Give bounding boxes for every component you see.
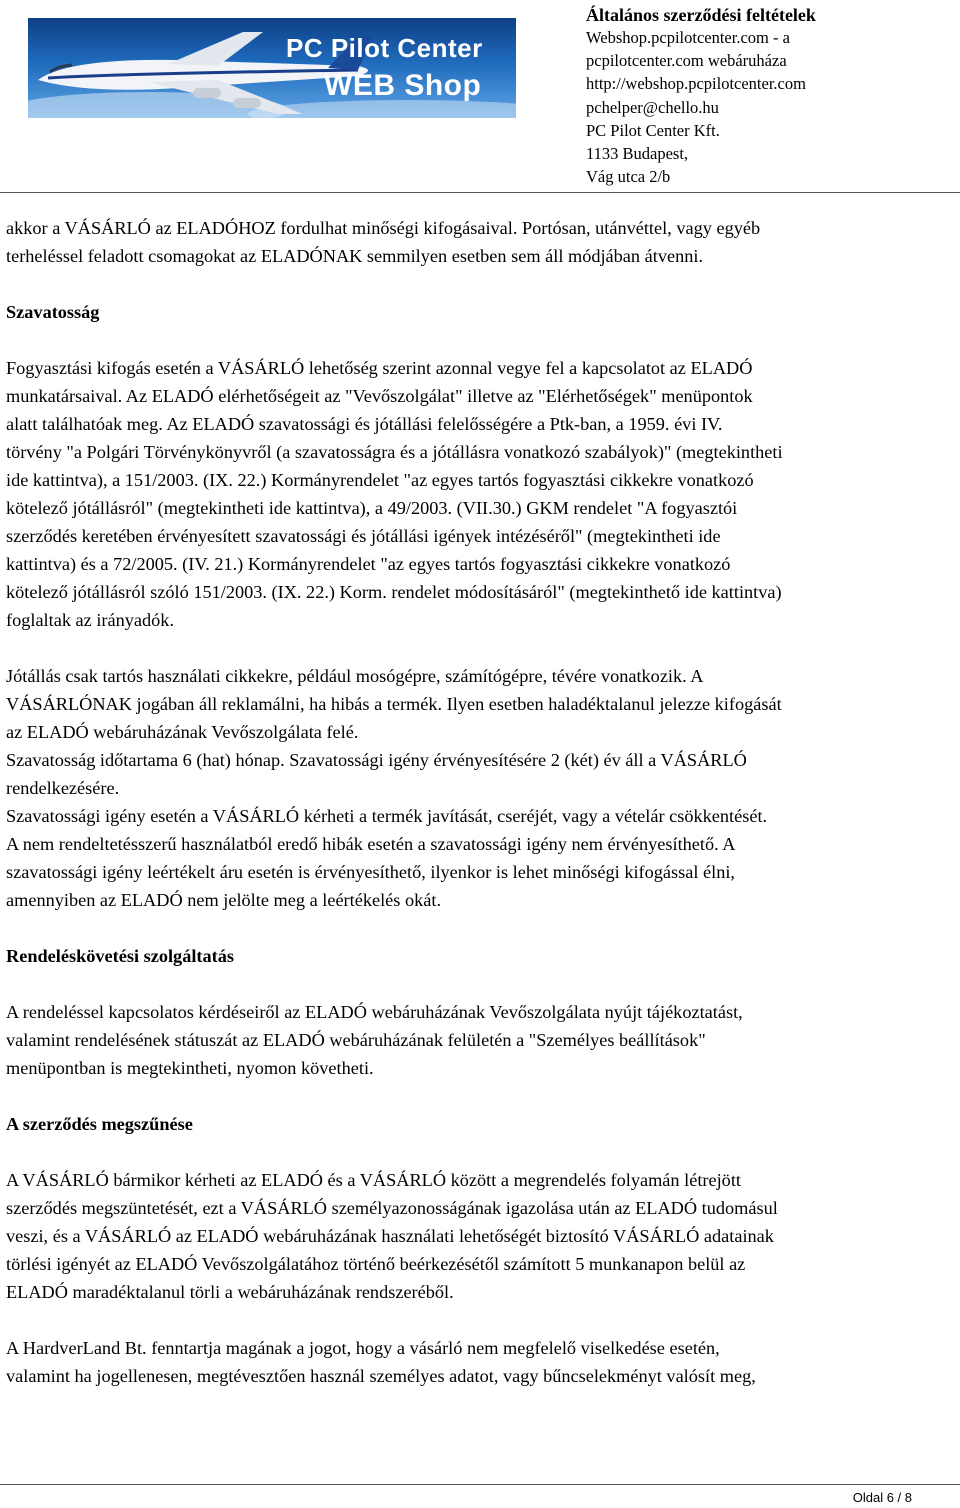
section-heading-megszunes: A szerződés megszűnése <box>6 1114 193 1134</box>
footer-divider <box>0 1484 960 1485</box>
header-divider <box>0 192 960 193</box>
site-logo <box>28 18 516 118</box>
header-info <box>586 4 816 188</box>
header-line: pcpilotcenter.com webáruháza <box>586 51 787 71</box>
page-number: Oldal 6 / 8 <box>852 1490 912 1505</box>
header-line: Vág utca 2/b <box>586 167 671 187</box>
paragraph: A HardverLand Bt. fenntartja magának a jogot, hogy a vásárló nem megfelelő viselkedése esetén, valamint ha jogellenesen, megtévesztően használ személyes adatot, vagy bűncselekményt valósít meg, <box>6 1338 756 1386</box>
section-heading-rendeleskovetes: Rendeléskövetési szolgáltatás <box>6 946 234 966</box>
document-title: Általános szerződési feltételek <box>586 5 816 25</box>
paragraph: A VÁSÁRLÓ bármikor kérheti az ELADÓ és a VÁSÁRLÓ között a megrendelés folyamán létrejött szerződés megszüntetését, ezt a VÁSÁRLÓ személyazonosságának igazolása után az ELADÓ tudomásul veszi, és a VÁSÁRLÓ az ELADÓ webáruházának használati lehetőségét biztosító VÁSÁRLÓ adatainak törlési igényét az ELADÓ Vevőszolgálatához történő beérkezésétől számított 5 munkanapon belül az ELADÓ maradéktalanul törli a webáruházának rendszeréből. <box>6 1170 778 1302</box>
paragraph: akkor a VÁSÁRLÓ az ELADÓHOZ fordulhat minőségi kifogásaival. Portósan, utánvéttel, vagy egyéb terheléssel feladott csomagokat az ELADÓNAK semmilyen esetben sem áll módjában átvenni. <box>6 218 761 266</box>
header-line: PC Pilot Center Kft. <box>586 120 720 140</box>
section-heading-szavatossag: Szavatosság <box>6 302 100 322</box>
paragraph: Jótállás csak tartós használati cikkekre, például mosógépre, számítógépre, tévére vonatkozik. A VÁSÁRLÓNAK jogában áll reklamálni, ha hibás a termék. Ilyen esetben haladéktalanul jelezze kifogását az ELADÓ webáruházának Vevőszolgálata felé. Szavatosság időtartama 6 (hat) hónap. Szavatossági igény érvényesítésére 2 (két) év áll a VÁSÁRLÓ rendelkezésére. Szavatossági igény esetén a VÁSÁRLÓ kérheti a termék javítását, cseréjét, vagy a vételár csökkentését. A nem rendeltetésszerű használatból eredő hibák esetén a szavatossági igény nem érvényesíthető. A szavatossági igény leértékelt áru esetén is érvényesíthető, ilyenkor is lehet minőségi kifogással élni, amennyiben az ELADÓ nem jelölte meg a leértékelés okát. <box>6 666 782 910</box>
header-line: 1133 Budapest, <box>586 144 689 164</box>
logo-subtitle: WEB Shop <box>324 69 482 102</box>
logo-title: PC Pilot Center <box>286 33 483 63</box>
document-body <box>6 214 956 1390</box>
paragraph: Fogyasztási kifogás esetén a VÁSÁRLÓ lehetőség szerint azonnal vegye fel a kapcsolatot az ELADÓ munkatársaival. Az ELADÓ elérhetőségeit az "Vevőszolgálat" illetve az "Elérhetőségek" menüpontok alatt találhatóak meg. Az ELADÓ szavatossági és jótállási felelősségére a Ptk-ban, a 1959. évi IV. törvény "a Polgári Törvénykönyvről (a szavatosságra és a jótállásra vonatkozó szabályok)" (megtekintheti ide kattintva), a 151/2003. (IX. 22.) Kormányrendelet "az egyes tartós fogyasztási cikkekre vonatkozó kötelező jótállásról" (megtekintheti ide kattintva), a 49/2003. (VII.30.) GKM rendelet "A fogyasztói szerződés keretében érvényesített szavatossági és jótállási igények intézéséről" (megtekintheti ide kattintva) és a 72/2005. (IV. 21.) Kormányrendelet "az egyes tartós fogyasztási cikkekre vonatkozó kötelező jótállásról szóló 151/2003. (IX. 22.) Korm. rendelet módosításáról" (megtekinthető ide kattintva) foglaltak az irányadók. <box>6 358 783 630</box>
header-url[interactable]: http://webshop.pcpilotcenter.com <box>586 74 806 94</box>
header-email[interactable]: pchelper@chello.hu <box>586 97 719 117</box>
paragraph: A rendeléssel kapcsolatos kérdéseiről az ELADÓ webáruházának Vevőszolgálata nyújt tájékoztatást, valamint rendelésének státuszát az ELADÓ webáruházának felületén a "Személyes beállítások" menüpontban is megtekintheti, nyomon követheti. <box>6 1002 743 1078</box>
header-line: Webshop.pcpilotcenter.com - a <box>586 28 790 47</box>
